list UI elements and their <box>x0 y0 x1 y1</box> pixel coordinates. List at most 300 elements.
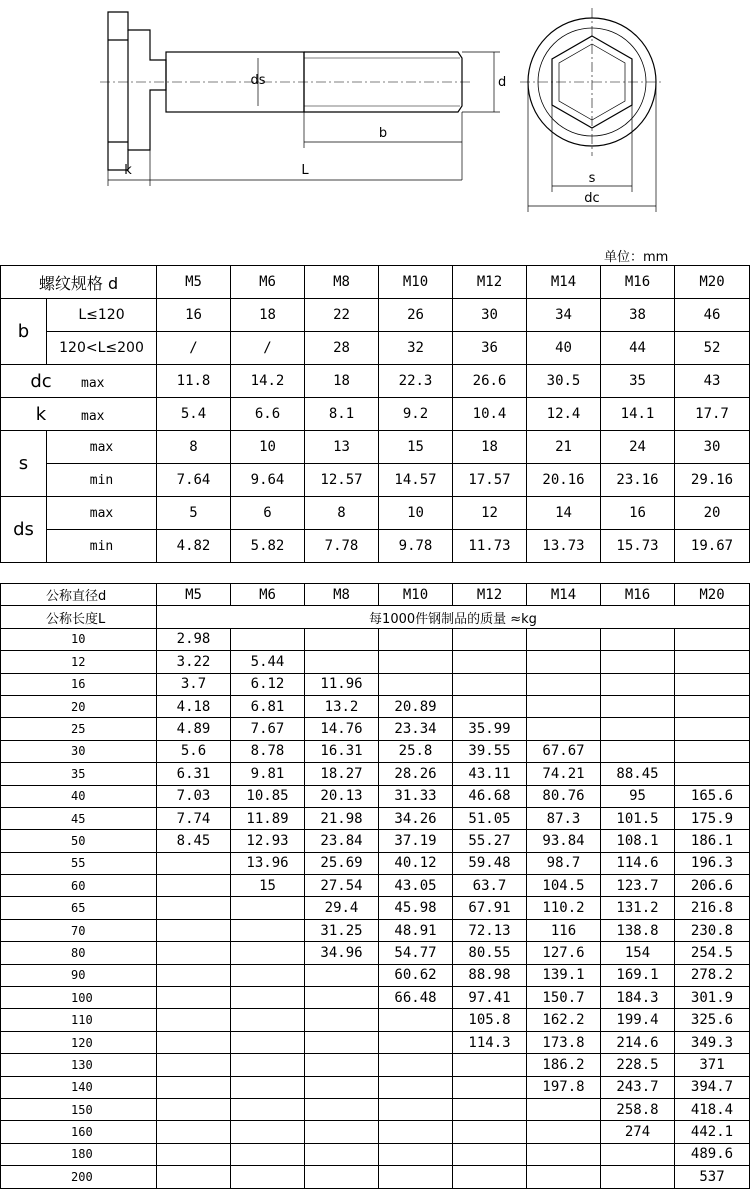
table-cell: 371 <box>675 1054 750 1076</box>
table-cell: 12 <box>453 497 527 530</box>
table-cell: 25.69 <box>305 852 379 874</box>
table-cell: 116 <box>527 919 601 941</box>
size-header: M8 <box>305 266 379 299</box>
table-cell <box>231 1166 305 1188</box>
length-value: 40 <box>1 785 157 807</box>
table-cell <box>305 964 379 986</box>
s-label: s <box>588 171 596 186</box>
table-cell: 80.55 <box>453 942 527 964</box>
table-cell: 230.8 <box>675 919 750 941</box>
length-value: 180 <box>1 1143 157 1165</box>
table-cell: 11.89 <box>231 807 305 829</box>
table-cell <box>453 1098 527 1120</box>
table-row <box>1 1009 750 1031</box>
table-cell: 278.2 <box>675 964 750 986</box>
table-cell: 22 <box>305 299 379 332</box>
table-cell: 40 <box>527 332 601 365</box>
table-cell <box>231 919 305 941</box>
length-value: 30 <box>1 740 157 762</box>
table-row <box>1 1121 750 1143</box>
table-cell <box>157 875 231 897</box>
table-cell: 7.03 <box>157 785 231 807</box>
table-cell: 186.2 <box>527 1054 601 1076</box>
table-cell: 51.05 <box>453 807 527 829</box>
table-cell: 43.11 <box>453 763 527 785</box>
table-cell <box>675 740 750 762</box>
table-cell: 26.6 <box>453 365 527 398</box>
table-cell <box>305 987 379 1009</box>
table-cell <box>527 718 601 740</box>
table-cell <box>305 1054 379 1076</box>
table-cell: 18 <box>231 299 305 332</box>
table-cell: 14.1 <box>601 398 675 431</box>
table-cell <box>157 1121 231 1143</box>
table-cell: 45.98 <box>379 897 453 919</box>
table-cell <box>157 987 231 1009</box>
table-cell: 88.98 <box>453 964 527 986</box>
table-row <box>1 651 750 673</box>
table-cell: 489.6 <box>675 1143 750 1165</box>
table-cell: 14.76 <box>305 718 379 740</box>
length-value: 65 <box>1 897 157 919</box>
table-cell <box>601 718 675 740</box>
table-cell <box>601 651 675 673</box>
table-cell <box>231 1098 305 1120</box>
table-cell: 18 <box>305 365 379 398</box>
table-cell <box>157 1098 231 1120</box>
s-row-label: s <box>1 431 47 497</box>
table-row <box>1 1166 750 1188</box>
table-cell <box>231 1143 305 1165</box>
table-cell: 20.13 <box>305 785 379 807</box>
table-cell <box>379 1121 453 1143</box>
table-cell <box>527 1166 601 1188</box>
table-cell: 19.67 <box>675 530 750 563</box>
table-cell <box>231 1054 305 1076</box>
dc-label: dc <box>584 191 600 206</box>
table-cell: 67.91 <box>453 897 527 919</box>
table-cell <box>379 1098 453 1120</box>
table-cell: 34.26 <box>379 807 453 829</box>
table-cell: 5.6 <box>157 740 231 762</box>
table-cell <box>675 763 750 785</box>
table-cell: / <box>231 332 305 365</box>
table-cell: 16.31 <box>305 740 379 762</box>
size-header: M16 <box>601 266 675 299</box>
table-row <box>1 807 750 829</box>
table-cell: 59.48 <box>453 852 527 874</box>
table-cell: 12.4 <box>527 398 601 431</box>
table-cell: 52 <box>675 332 750 365</box>
table-cell <box>453 1143 527 1165</box>
table-cell <box>231 964 305 986</box>
size-header: M6 <box>231 266 305 299</box>
table-cell: 23.84 <box>305 830 379 852</box>
table-cell: 11.96 <box>305 673 379 695</box>
table-row <box>1 763 750 785</box>
table-cell: 14.2 <box>231 365 305 398</box>
table-cell: 4.89 <box>157 718 231 740</box>
table-cell: 36 <box>453 332 527 365</box>
table-cell: 10 <box>231 431 305 464</box>
table-cell <box>305 1009 379 1031</box>
table-cell: 13.73 <box>527 530 601 563</box>
table-cell: 3.22 <box>157 651 231 673</box>
table-row <box>1 964 750 986</box>
table-cell: 38 <box>601 299 675 332</box>
table-cell: 55.27 <box>453 830 527 852</box>
table-row <box>1 628 750 650</box>
table-cell <box>453 1076 527 1098</box>
table-row <box>1 365 750 398</box>
table-cell: 11.8 <box>157 365 231 398</box>
table-cell: 173.8 <box>527 1031 601 1053</box>
table-cell: 14.57 <box>379 464 453 497</box>
table-cell: 20 <box>675 497 750 530</box>
table-cell <box>379 1166 453 1188</box>
table-cell <box>675 628 750 650</box>
table-cell: 216.8 <box>675 897 750 919</box>
table-row <box>1 673 750 695</box>
table-cell: 214.6 <box>601 1031 675 1053</box>
length-value: 55 <box>1 852 157 874</box>
table-cell: 3.7 <box>157 673 231 695</box>
min-label: min <box>47 530 157 563</box>
table-cell: 108.1 <box>601 830 675 852</box>
table-cell: 21.98 <box>305 807 379 829</box>
table-cell: 93.84 <box>527 830 601 852</box>
table-cell <box>601 695 675 717</box>
table-cell <box>379 651 453 673</box>
table-row <box>1 398 750 431</box>
table-cell <box>675 695 750 717</box>
table-cell: / <box>157 332 231 365</box>
table-cell <box>231 1121 305 1143</box>
table-cell: 15.73 <box>601 530 675 563</box>
table-cell: 104.5 <box>527 875 601 897</box>
table-cell: 72.13 <box>453 919 527 941</box>
length-value: 50 <box>1 830 157 852</box>
table-cell <box>157 1166 231 1188</box>
table-cell: 9.78 <box>379 530 453 563</box>
table-cell: 20.16 <box>527 464 601 497</box>
table-cell: 30.5 <box>527 365 601 398</box>
length-value: 80 <box>1 942 157 964</box>
table-cell: 7.64 <box>157 464 231 497</box>
table-cell <box>157 919 231 941</box>
table-cell: 199.4 <box>601 1009 675 1031</box>
length-value: 140 <box>1 1076 157 1098</box>
table-cell: 30 <box>675 431 750 464</box>
table-cell <box>157 942 231 964</box>
table-cell <box>231 1031 305 1053</box>
table-cell <box>527 651 601 673</box>
table-cell <box>601 740 675 762</box>
table-cell <box>157 852 231 874</box>
table-cell: 18.27 <box>305 763 379 785</box>
k-label: k <box>124 163 132 178</box>
table-cell <box>305 651 379 673</box>
table-cell: 25.8 <box>379 740 453 762</box>
table-cell: 8.1 <box>305 398 379 431</box>
header-row <box>1 606 750 628</box>
table-row <box>1 830 750 852</box>
table-cell: 9.81 <box>231 763 305 785</box>
table-row <box>1 695 750 717</box>
table-cell: 8 <box>305 497 379 530</box>
table-row <box>1 718 750 740</box>
table-row <box>1 1098 750 1120</box>
size-header: M14 <box>527 266 601 299</box>
table-cell <box>601 1143 675 1165</box>
table-cell: 254.5 <box>675 942 750 964</box>
table-cell: 186.1 <box>675 830 750 852</box>
table-cell <box>527 628 601 650</box>
header-row <box>1 266 750 299</box>
table-cell: 29.16 <box>675 464 750 497</box>
table-cell: 13.96 <box>231 852 305 874</box>
table-cell: 10.4 <box>453 398 527 431</box>
table-cell <box>305 1098 379 1120</box>
length-value: 110 <box>1 1009 157 1031</box>
table-cell <box>305 1143 379 1165</box>
table-cell <box>453 695 527 717</box>
size-header: M5 <box>157 266 231 299</box>
table-cell <box>453 1166 527 1188</box>
table-cell <box>379 1143 453 1165</box>
table-cell: 206.6 <box>675 875 750 897</box>
table-cell: 28 <box>305 332 379 365</box>
table-cell: 18 <box>453 431 527 464</box>
size-header: M10 <box>379 584 453 606</box>
k-row-label: k max <box>1 398 157 431</box>
table-cell <box>231 1076 305 1098</box>
table-cell: 35.99 <box>453 718 527 740</box>
size-header: M5 <box>157 584 231 606</box>
table-cell: 196.3 <box>675 852 750 874</box>
table-cell: 27.54 <box>305 875 379 897</box>
table-cell: 9.2 <box>379 398 453 431</box>
condition-label: L≤120 <box>47 299 157 332</box>
table-cell <box>601 628 675 650</box>
table-cell <box>601 1166 675 1188</box>
table-cell: 5 <box>157 497 231 530</box>
table-cell: 21 <box>527 431 601 464</box>
max-label: max <box>47 497 157 530</box>
table-cell: 54.77 <box>379 942 453 964</box>
table-cell: 13 <box>305 431 379 464</box>
table-cell <box>157 964 231 986</box>
table-cell <box>231 1009 305 1031</box>
table-row <box>1 987 750 1009</box>
table-cell: 67.67 <box>527 740 601 762</box>
table-cell: 301.9 <box>675 987 750 1009</box>
table-cell: 74.21 <box>527 763 601 785</box>
table-cell: 165.6 <box>675 785 750 807</box>
table-cell <box>157 1054 231 1076</box>
table-cell <box>527 695 601 717</box>
table-cell: 184.3 <box>601 987 675 1009</box>
table-cell: 5.82 <box>231 530 305 563</box>
header-row <box>1 584 750 606</box>
table-cell <box>675 651 750 673</box>
table-cell: 16 <box>157 299 231 332</box>
table-cell <box>675 718 750 740</box>
table-cell: 98.7 <box>527 852 601 874</box>
length-value: 160 <box>1 1121 157 1143</box>
table-cell <box>379 1031 453 1053</box>
length-value: 150 <box>1 1098 157 1120</box>
table-cell: 44 <box>601 332 675 365</box>
table-cell: 5.44 <box>231 651 305 673</box>
size-header: M10 <box>379 266 453 299</box>
table-cell <box>305 1121 379 1143</box>
table-cell: 95 <box>601 785 675 807</box>
table-cell: 418.4 <box>675 1098 750 1120</box>
table-cell: 127.6 <box>527 942 601 964</box>
table-row <box>1 299 750 332</box>
table-cell: 123.7 <box>601 875 675 897</box>
table-cell: 274 <box>601 1121 675 1143</box>
size-header: M6 <box>231 584 305 606</box>
length-value: 35 <box>1 763 157 785</box>
table-cell <box>379 673 453 695</box>
table-cell: 22.3 <box>379 365 453 398</box>
table-cell: 29.4 <box>305 897 379 919</box>
table-cell: 11.73 <box>453 530 527 563</box>
table-cell <box>379 1076 453 1098</box>
table-cell: 169.1 <box>601 964 675 986</box>
table-row <box>1 897 750 919</box>
length-value: 60 <box>1 875 157 897</box>
length-value: 120 <box>1 1031 157 1053</box>
table-cell <box>305 1166 379 1188</box>
nominal-diameter-label: 公称直径d <box>1 584 157 606</box>
table-cell <box>527 1121 601 1143</box>
table-cell: 349.3 <box>675 1031 750 1053</box>
table-cell: 9.64 <box>231 464 305 497</box>
table-cell: 23.16 <box>601 464 675 497</box>
table-cell <box>231 987 305 1009</box>
table-cell: 6.12 <box>231 673 305 695</box>
table-cell: 258.8 <box>601 1098 675 1120</box>
table-cell <box>231 628 305 650</box>
size-header: M20 <box>675 584 750 606</box>
table-row <box>1 875 750 897</box>
table-cell <box>453 1054 527 1076</box>
nominal-length-label: 公称长度L <box>1 606 157 628</box>
table-cell: 114.3 <box>453 1031 527 1053</box>
table-cell: 88.45 <box>601 763 675 785</box>
table-cell <box>305 628 379 650</box>
table-cell: 110.2 <box>527 897 601 919</box>
thread-spec-header: 螺纹规格 d <box>1 266 157 299</box>
length-value: 130 <box>1 1054 157 1076</box>
table-cell <box>231 942 305 964</box>
dimensions-table <box>0 265 750 563</box>
b-row-label: b <box>1 299 47 365</box>
mass-table <box>0 583 750 1189</box>
table-cell: 537 <box>675 1166 750 1188</box>
size-header: M16 <box>601 584 675 606</box>
table-cell: 12.57 <box>305 464 379 497</box>
table-cell: 6.81 <box>231 695 305 717</box>
table-cell: 10.85 <box>231 785 305 807</box>
table-cell <box>305 1076 379 1098</box>
table-row <box>1 431 750 464</box>
table-row <box>1 1076 750 1098</box>
table-row <box>1 464 750 497</box>
table-cell: 46 <box>675 299 750 332</box>
table-cell <box>453 673 527 695</box>
table-cell: 23.34 <box>379 718 453 740</box>
table-cell <box>675 673 750 695</box>
table-cell: 6 <box>231 497 305 530</box>
table-cell: 7.67 <box>231 718 305 740</box>
table-row <box>1 785 750 807</box>
table-cell: 37.19 <box>379 830 453 852</box>
table-cell: 8.45 <box>157 830 231 852</box>
d-label: d <box>498 75 507 90</box>
length-value: 20 <box>1 695 157 717</box>
table-cell: 14 <box>527 497 601 530</box>
table-cell <box>527 673 601 695</box>
table-cell: 12.93 <box>231 830 305 852</box>
table-cell: 15 <box>231 875 305 897</box>
table-cell <box>305 1031 379 1053</box>
table-cell: 43 <box>675 365 750 398</box>
table-cell: 66.48 <box>379 987 453 1009</box>
table-cell: 131.2 <box>601 897 675 919</box>
table-cell <box>157 1076 231 1098</box>
table-cell: 228.5 <box>601 1054 675 1076</box>
table-cell <box>453 651 527 673</box>
table-cell: 101.5 <box>601 807 675 829</box>
table-cell: 34.96 <box>305 942 379 964</box>
table-cell: 28.26 <box>379 763 453 785</box>
table-row <box>1 1031 750 1053</box>
size-header: M12 <box>453 266 527 299</box>
table-cell: 7.78 <box>305 530 379 563</box>
table-cell: 394.7 <box>675 1076 750 1098</box>
table-cell: 15 <box>379 431 453 464</box>
table-cell: 32 <box>379 332 453 365</box>
table-cell: 154 <box>601 942 675 964</box>
table-cell: 46.68 <box>453 785 527 807</box>
length-value: 10 <box>1 628 157 650</box>
table-cell: 4.82 <box>157 530 231 563</box>
size-header: M20 <box>675 266 750 299</box>
table-cell: 39.55 <box>453 740 527 762</box>
table-cell: 30 <box>453 299 527 332</box>
table-cell: 13.2 <box>305 695 379 717</box>
table-row <box>1 852 750 874</box>
condition-label: 120<L≤200 <box>47 332 157 365</box>
table-cell: 4.18 <box>157 695 231 717</box>
table-cell: 31.33 <box>379 785 453 807</box>
bolt-drawing <box>0 0 750 240</box>
table-cell: 80.76 <box>527 785 601 807</box>
table-cell: 63.7 <box>453 875 527 897</box>
table-cell: 10 <box>379 497 453 530</box>
table-cell: 197.8 <box>527 1076 601 1098</box>
table-cell <box>527 1098 601 1120</box>
table-cell: 150.7 <box>527 987 601 1009</box>
table-cell: 60.62 <box>379 964 453 986</box>
length-value: 70 <box>1 919 157 941</box>
table-cell: 175.9 <box>675 807 750 829</box>
table-cell: 40.12 <box>379 852 453 874</box>
